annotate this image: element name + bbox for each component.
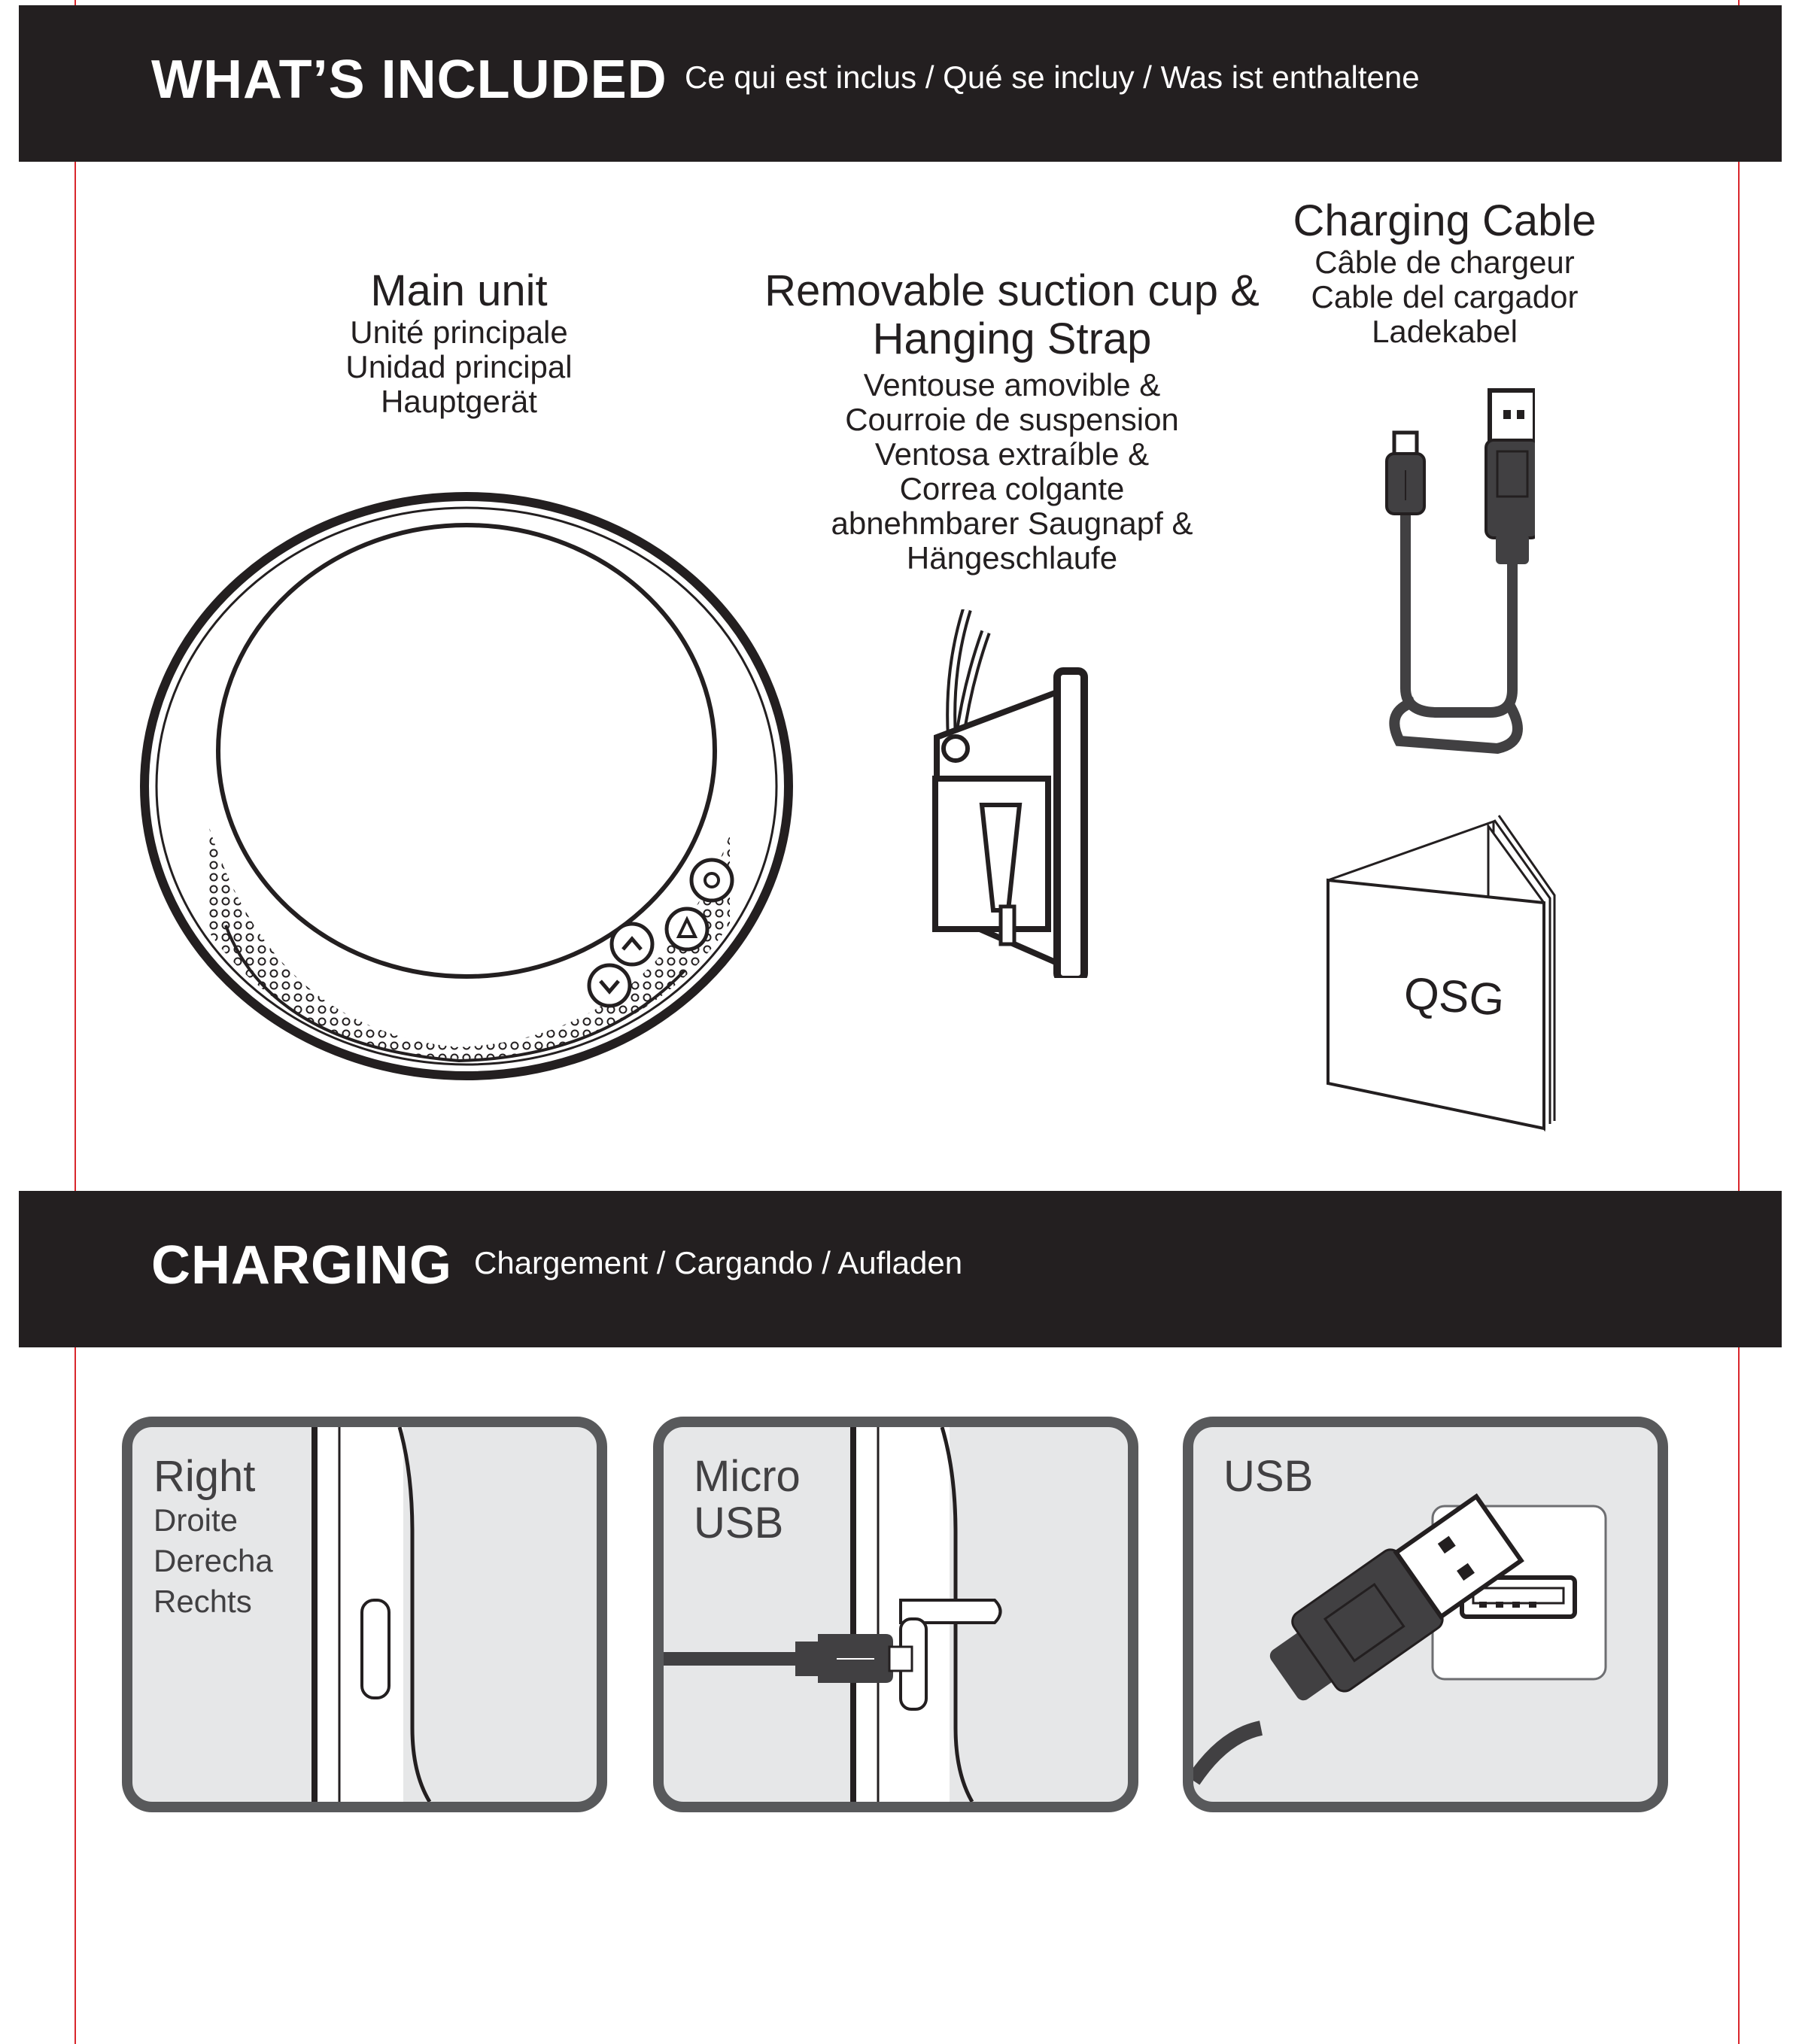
charging-panel-usb	[1183, 1417, 1668, 1812]
panel-micro-usb-label	[694, 1453, 801, 1547]
charging-title: CHARGING	[151, 1235, 452, 1295]
main-unit-title: Main unit	[370, 266, 548, 315]
included-title: WHAT’S INCLUDED	[151, 50, 667, 110]
suction-cup-fr-2: Courroie de suspension	[845, 402, 1179, 437]
included-subtitle: Ce qui est inclus / Qué se incluy / Was ist enthaltene	[685, 59, 1420, 95]
suction-cup-es-2: Correa colgante	[899, 471, 1125, 506]
qsg-booklet-label: QSG	[1402, 967, 1506, 1025]
panel-right-title: Right	[153, 1452, 256, 1501]
charging-cable-label	[1279, 197, 1610, 349]
suction-cup-label	[745, 267, 1279, 576]
right-guide-line	[1738, 0, 1740, 2044]
panel-right-label	[153, 1453, 273, 1622]
suction-cup-de-1: abnehmbarer Saugnapf &	[831, 506, 1193, 541]
panel-right-fr: Droite	[153, 1502, 239, 1538]
charging-cable-illustration	[1369, 387, 1535, 756]
charging-cable-de: Ladekabel	[1372, 314, 1518, 349]
suction-cup-illustration	[922, 609, 1102, 978]
charging-cable-title: Charging Cable	[1293, 196, 1597, 245]
main-unit-es: Unidad principal	[345, 349, 573, 384]
panel-micro-usb-title-1: Micro	[694, 1452, 801, 1501]
left-guide-line	[74, 0, 76, 2044]
panel-right-de: Rechts	[153, 1584, 252, 1619]
main-unit-illustration	[135, 474, 798, 1091]
main-unit-label	[278, 267, 640, 419]
panel-usb-title: USB	[1223, 1452, 1314, 1501]
included-header	[19, 5, 1782, 162]
charging-panel-micro-usb	[653, 1417, 1138, 1812]
charging-subtitle: Chargement / Cargando / Aufladen	[474, 1245, 963, 1280]
main-unit-fr: Unité principale	[350, 314, 568, 350]
suction-cup-title-2: Hanging Strap	[872, 314, 1152, 363]
suction-cup-de-2: Hängeschlaufe	[906, 540, 1118, 576]
panel-right-es: Derecha	[153, 1543, 273, 1578]
panel-usb-label	[1223, 1453, 1313, 1500]
suction-cup-es-1: Ventosa extraíble &	[874, 436, 1150, 472]
charging-cable-es: Cable del cargador	[1311, 279, 1579, 314]
charging-panel-right	[122, 1417, 607, 1812]
suction-cup-fr-1: Ventouse amovible &	[863, 367, 1161, 402]
charging-header	[19, 1191, 1782, 1347]
suction-cup-title-1: Removable suction cup &	[764, 266, 1260, 315]
main-unit-de: Hauptgerät	[381, 384, 537, 419]
charging-cable-fr: Câble de chargeur	[1314, 244, 1575, 280]
panel-micro-usb-title-2: USB	[694, 1499, 784, 1547]
